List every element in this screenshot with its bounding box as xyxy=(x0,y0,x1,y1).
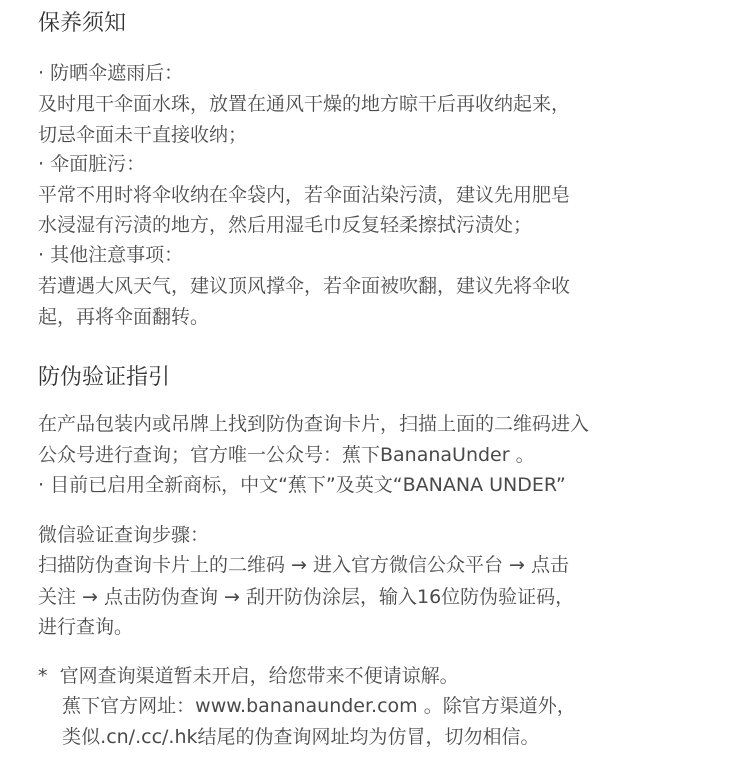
care-line: · 其他注意事项： xyxy=(38,244,184,266)
care-line: 及时甩干伞面水珠，放置在通风干燥的地方晾干后再收纳起来， xyxy=(38,93,571,115)
care-line: 平常不用时将伞收纳在伞袋内，若伞面沾染污渍，建议先用肥皂 xyxy=(38,184,571,206)
wechat-step-line: 关注 → 点击防伪查询 → 刮开防伪涂层，输入16位防伪验证码， xyxy=(38,586,575,608)
care-line: 起，再将伞面翻转。 xyxy=(38,306,210,328)
auth-line: 在产品包装内或吊牌上找到防伪查询卡片，扫描上面的二维码进入 xyxy=(38,413,590,435)
wechat-step-line: 扫描防伪查询卡片上的二维码 → 进入官方微信公众平台 → 点击 xyxy=(38,554,569,576)
note-line: 类似.cn/.cc/.hk结尾的伪查询网址均为仿冒，切勿相信。 xyxy=(38,726,540,748)
note-line: * 官网查询渠道暂未开启，给您带来不便请谅解。 xyxy=(38,665,459,687)
care-line: 切忌伞面未干直接收纳； xyxy=(38,124,248,146)
wechat-step-line: 进行查询。 xyxy=(38,616,134,638)
care-line: 若遭遇大风天气，建议顶风撑伞，若伞面被吹翻，建议先将伞收 xyxy=(38,275,571,297)
wechat-steps-title: 微信验证查询步骤： xyxy=(38,524,210,546)
note-line: 蕉下官方网址：www.bananaunder.com 。除官方渠道外， xyxy=(38,695,576,717)
auth-title: 防伪验证指引 xyxy=(38,365,171,390)
care-line: · 伞面脏污： xyxy=(38,153,146,175)
care-line: · 防晒伞遮雨后： xyxy=(38,62,184,84)
care-line: 水浸湿有污渍的地方，然后用湿毛巾反复轻柔擦拭污渍处； xyxy=(38,214,533,236)
auth-line: 公众号进行查询；官方唯一公众号：蕉下BananaUnder 。 xyxy=(38,444,535,466)
auth-line: · 目前已启用全新商标，中文“蕉下”及英文“BANANA UNDER” xyxy=(38,474,566,496)
care-title: 保养须知 xyxy=(38,11,127,36)
